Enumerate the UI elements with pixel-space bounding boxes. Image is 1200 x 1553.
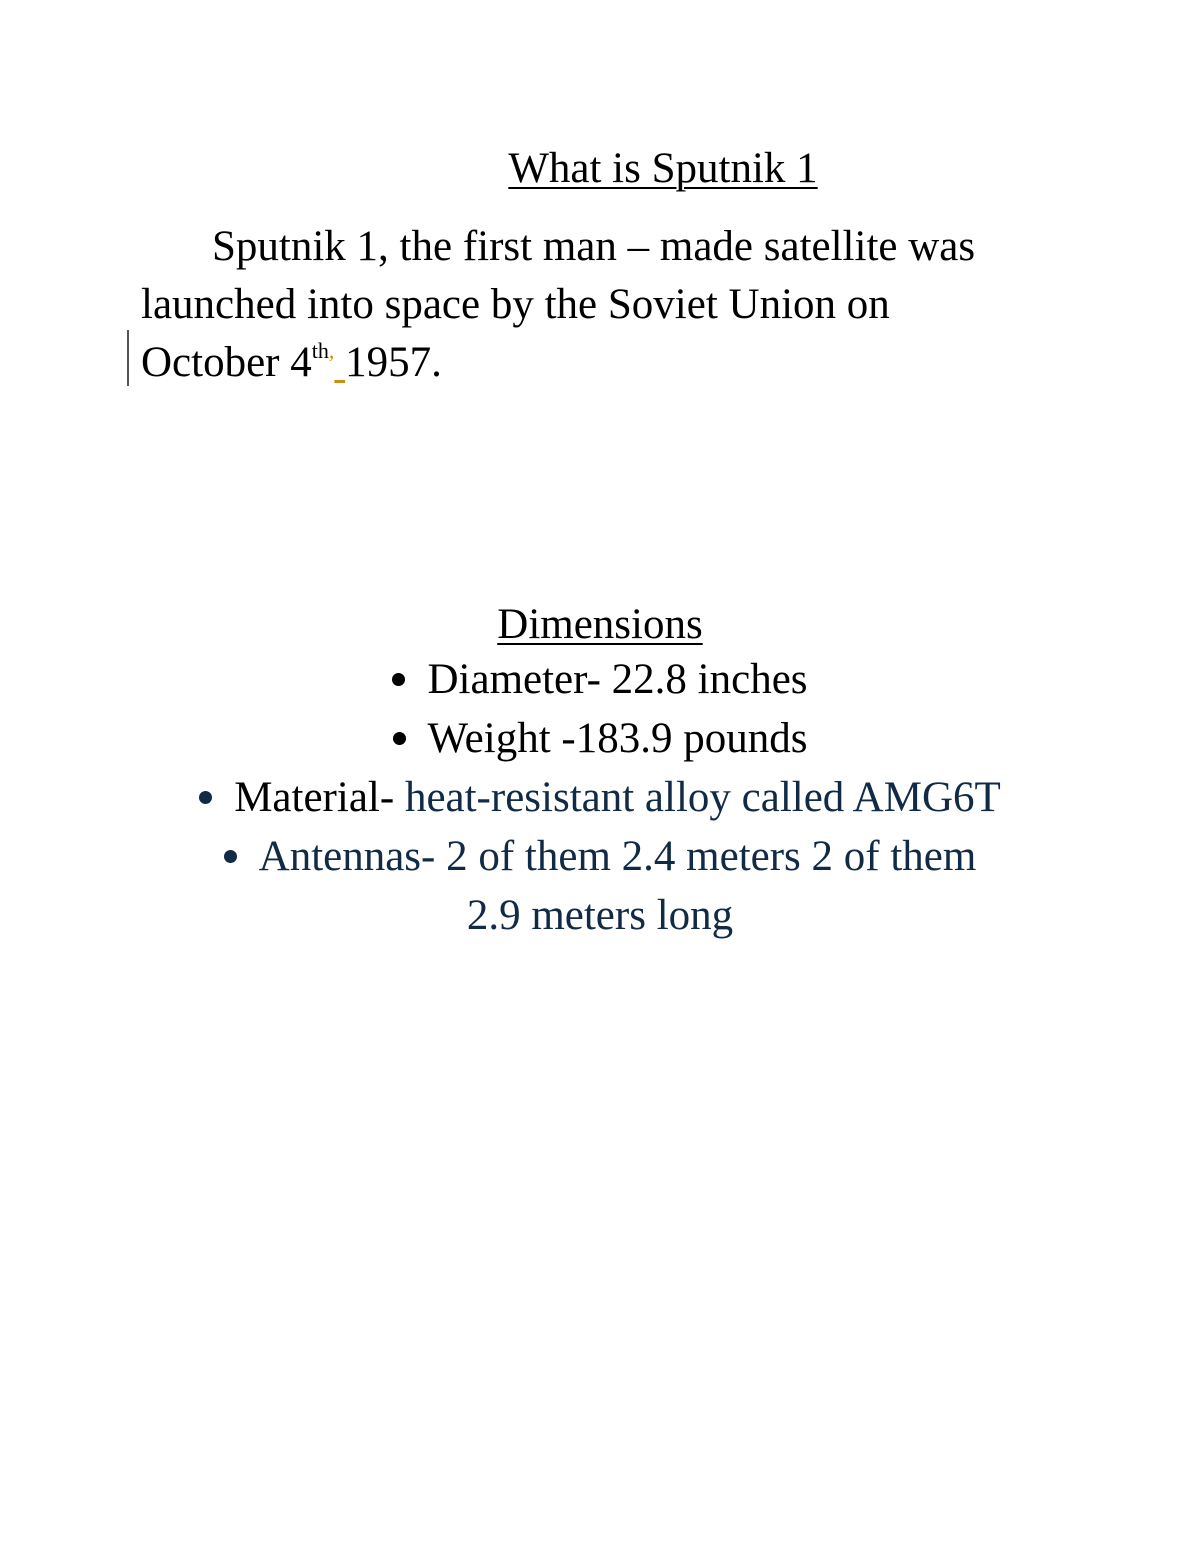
section-title-sputnik: What is Sputnik 1 — [508, 145, 818, 192]
paragraph-line-1: Sputnik 1, the first man – made satellite was — [212, 223, 976, 270]
dimensions-list — [0, 650, 1200, 945]
revision-change-bar — [127, 330, 129, 386]
year-text: 1957. — [345, 339, 442, 386]
bullet-icon — [393, 732, 406, 745]
list-item-material: Material- heat-resistant alloy called AMG6T — [0, 768, 1200, 827]
bullet-icon — [224, 850, 237, 863]
bullet-icon — [392, 673, 405, 686]
date-text: October 4 — [141, 339, 312, 386]
intro-paragraph — [141, 218, 1081, 392]
bullet-icon — [199, 791, 212, 804]
revision-comma-mark: , — [328, 338, 335, 363]
list-item-weight: Weight -183.9 pounds — [0, 709, 1200, 768]
list-item-diameter: Diameter- 22.8 inches — [0, 650, 1200, 709]
section-title-dimensions: Dimensions — [497, 601, 703, 648]
paragraph-line-2: launched into space by the Soviet Union on — [141, 281, 890, 328]
revision-underline-mark — [334, 339, 345, 386]
ordinal-suffix: th, — [311, 338, 335, 363]
antennas-continuation: 2.9 meters long — [466, 892, 734, 939]
paragraph-line-3 — [141, 334, 1081, 392]
list-item-antennas: Antennas- 2 of them 2.4 meters 2 of them 2.9 meters long — [0, 827, 1200, 945]
